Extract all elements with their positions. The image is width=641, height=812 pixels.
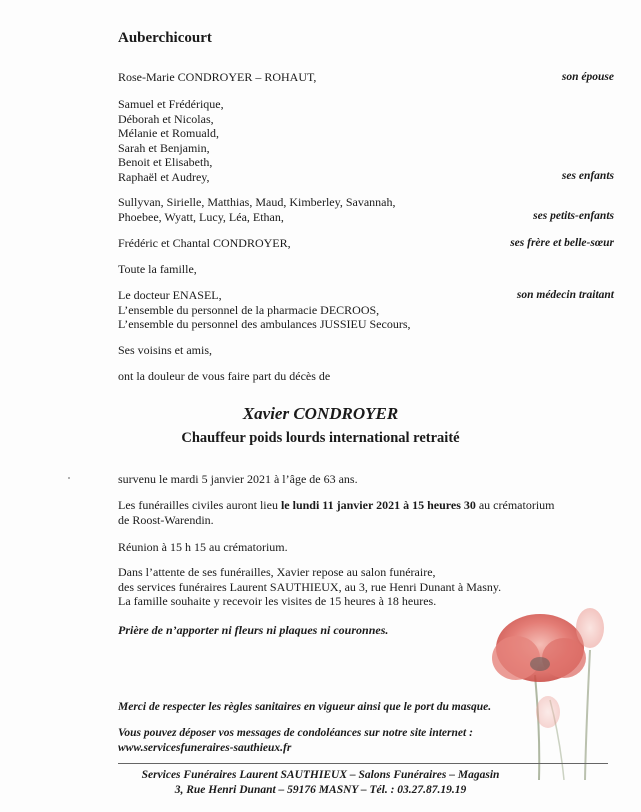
town-name: Auberchicourt	[118, 30, 212, 46]
funeral-line	[118, 498, 555, 513]
medical-line: L’ensemble du personnel de la pharmacie DECROOS,	[118, 302, 380, 317]
footer-address: 3, Rue Henri Dunant – 59176 MASNY – Tél. : 03.27.87.19.19	[174, 784, 467, 796]
no-flowers-notice: Prière de n’apporter ni fleurs ni plaques ni couronnes.	[118, 623, 389, 637]
rest-line: La famille souhaite y recevoir les visites de 15 heures à 18 heures.	[118, 594, 437, 608]
grandchildren-list	[118, 195, 396, 224]
sibling-name: Frédéric et Chantal CONDROYER,	[118, 236, 291, 250]
funeral-place: de Roost-Warendin.	[118, 512, 214, 527]
rest-line: des services funéraires Laurent SAUTHIEUX, au 3, rue Henri Dunant à Masny.	[118, 579, 502, 594]
sanitary-notice: Merci de respecter les règles sanitaires en vigueur ainsi que le port du masque.	[118, 701, 492, 713]
announcement-line: ont la douleur de vous faire part du décès de	[118, 369, 331, 383]
footer-divider	[118, 763, 608, 764]
funeral-suffix: au crématorium	[475, 498, 555, 512]
child-line: Déborah et Nicolas,	[118, 111, 214, 126]
footer-company: Services Funéraires Laurent SAUTHIEUX – Salons Funéraires – Magasin	[141, 769, 500, 781]
whole-family: Toute la famille,	[118, 262, 197, 276]
deceased-occupation: Chauffeur poids lourds international retraité	[181, 430, 460, 446]
children-relation: ses enfants	[561, 170, 614, 182]
child-line: Samuel et Frédérique,	[118, 97, 224, 111]
condolences-notice	[118, 726, 473, 755]
child-line: Benoit et Elisabeth,	[118, 155, 213, 169]
medical-relation: son médecin traitant	[516, 289, 614, 301]
medical-line: L’ensemble du personnel des ambulances JUSSIEU Secours,	[118, 317, 411, 331]
funeral-date: le lundi 11 janvier 2021 à 15 heures 30	[280, 498, 476, 512]
medical-line: Le docteur ENASEL,	[118, 288, 222, 302]
deceased-name: Xavier CONDROYER	[242, 404, 399, 423]
death-date-line: survenu le mardi 5 janvier 2021 à l’âge de 63 ans.	[118, 472, 358, 486]
children-list	[118, 97, 224, 184]
spouse-name: Rose-Marie CONDROYER – ROHAUT,	[118, 70, 317, 84]
medical-list	[118, 288, 411, 332]
rest-line: Dans l’attente de ses funérailles, Xavier repose au salon funéraire,	[118, 565, 436, 579]
website-link[interactable]: www.servicesfuneraires-sauthieux.fr	[118, 741, 292, 754]
child-line: Raphaël et Audrey,	[118, 169, 210, 184]
sibling-relation: ses frère et belle-sœur	[510, 237, 614, 249]
spouse-relation: son épouse	[561, 71, 614, 83]
grandchildren-line: Sullyvan, Sirielle, Matthias, Maud, Kimberley, Savannah,	[118, 195, 396, 209]
child-line: Mélanie et Romuald,	[118, 126, 219, 140]
rest-info	[118, 565, 501, 609]
grandchildren-relation: ses petits-enfants	[533, 210, 614, 222]
paper-speck	[68, 477, 70, 479]
grandchildren-line: Phoebee, Wyatt, Lucy, Léa, Ethan,	[118, 209, 284, 224]
neighbors-line: Ses voisins et amis,	[118, 343, 213, 357]
child-line: Sarah et Benjamin,	[118, 140, 210, 155]
funeral-info	[118, 498, 555, 527]
meeting-line: Réunion à 15 h 15 au crématorium.	[118, 540, 288, 554]
condolences-text: Vous pouvez déposer vos messages de condoléances sur notre site internet :	[118, 727, 473, 739]
funeral-prefix: Les funérailles civiles auront lieu	[118, 498, 281, 512]
